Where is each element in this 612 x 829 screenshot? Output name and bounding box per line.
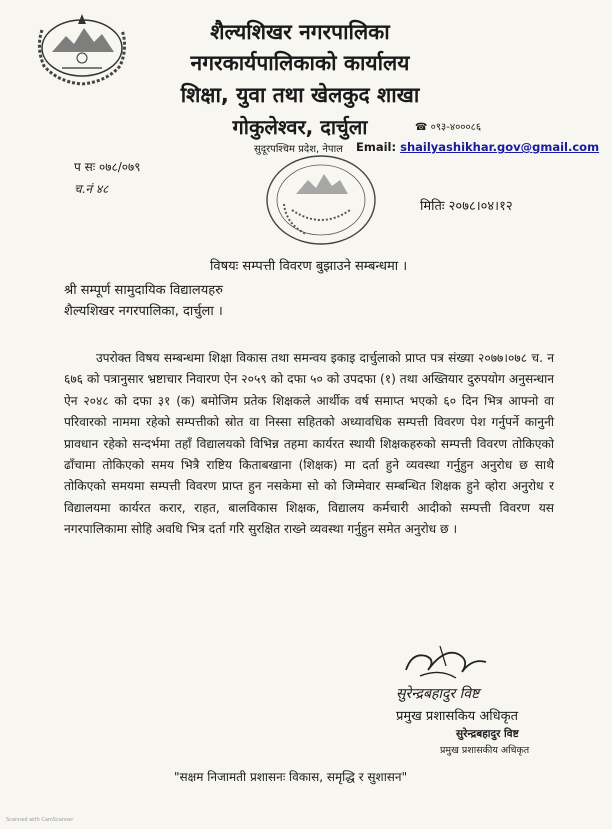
- scanner-watermark: Scanned with CamScanner: [6, 817, 74, 823]
- letter-body: उपरोक्त विषय सम्बन्धमा शिक्षा विकास तथा समन्वय इकाइ दार्चुलाको प्राप्त पत्र संख्या २०७७।०७८ च. न ६७६ को पत्रानुसार भ्रष्टाचार निवारण ऐन २०५९ को दफा ५० को उपदफा (१) तथा अख्तियार दुरुपयोग अनुसन्धान ऐन २०४८ को दफा ३१ (क) बमोजिम प्रतेक शिक्षकले आर्थीक वर्ष समाप्त भएको ६० दिन भित्र आफ्नो वा परिवारको नाममा रहेको सम्पत्तीको स्रोत वा निस्सा सहितको अध्यावधिक सम्पत्ती विवरण पेश गर्नुपर्ने कानुनी प्रावधान रहेको सन्दर्भमा तहाँ विद्यालयको विभिन्न तहमा कार्यरत स्थायी शिक्षकहरुको सम्पत्ती विवरण तोकिएको ढाँचामा तोकिएको समय भित्रै राष्टिय किताबखाना (शिक्षक) मा दर्ता हुने व्यवस्था गर्नुहुन अनुरोध छ साथै तोकिएको समयमा सम्पत्ती विवरण प्राप्त हुन नसकेमा सो को जिम्मेवार सम्बन्धित शिक्षक हुने व्होरा अनुरोध र विद्यालयमा कार्यरत करार, राहत, बालविकास शिक्षक, विद्यालय कर्मचारी आदीको सम्पत्ती विवरण यस नगरपालिकामा सोहि अवधि भित्र दर्ता गरि सुरक्षित राख्ने व्यवस्था गर्नुहुन समेत अनुरोध छ ।: [64, 351, 554, 537]
- email-contact: [356, 140, 599, 154]
- handwritten-signature: [400, 640, 490, 686]
- section-name: शिक्षा, युवा तथा खेलकुद शाखा: [180, 83, 420, 107]
- phone-number: ०९३-४०००८६: [430, 122, 482, 133]
- office-address: गोकुलेश्वर, दार्चुला: [232, 115, 368, 139]
- fiscal-year-ref: प सः ०७८/०७९: [74, 160, 141, 174]
- title-stamp: प्रमुख प्रशासकीय अधिकृत: [440, 745, 530, 756]
- office-name: नगरकार्यपालिकाको कार्यालय: [190, 51, 410, 75]
- recipient-line-2: शैल्यशिखर नगरपालिका, दार्चुला ।: [64, 304, 223, 319]
- email-label: Email:: [356, 140, 397, 154]
- letter-subject: विषयः सम्पत्ती विवरण बुझाउने सम्बन्धमा ।: [210, 259, 408, 274]
- province-label: सुदूरपश्चिम प्रदेश, नेपाल: [254, 144, 343, 155]
- municipality-emblem: [28, 8, 136, 90]
- phone-icon: ☎: [415, 122, 428, 133]
- signatory-name: सुरेन्द्रबहादुर विष्ट: [396, 686, 480, 702]
- municipality-name: शैल्यशिखर नगरपालिका: [210, 20, 390, 44]
- dispatch-number: च.नं ४८: [74, 182, 109, 196]
- recipient-line-1: श्री सम्पूर्ण सामुदायिक विद्यालयहरु: [64, 283, 223, 298]
- letter-date: मितिः २०७८।०४।१२: [420, 199, 513, 214]
- footer-motto: "सक्षम निजामती प्रशासनः विकास, समृद्धि र सुशासन": [174, 770, 408, 784]
- email-link[interactable]: shailyashikhar.gov@gmail.com: [400, 140, 600, 154]
- office-stamp: [262, 150, 380, 250]
- signatory-title: प्रमुख प्रशासकिय अधिकृत: [396, 709, 519, 724]
- phone-contact: [415, 119, 481, 133]
- name-stamp: सुरेन्द्रबहादुर विष्ट: [456, 728, 519, 740]
